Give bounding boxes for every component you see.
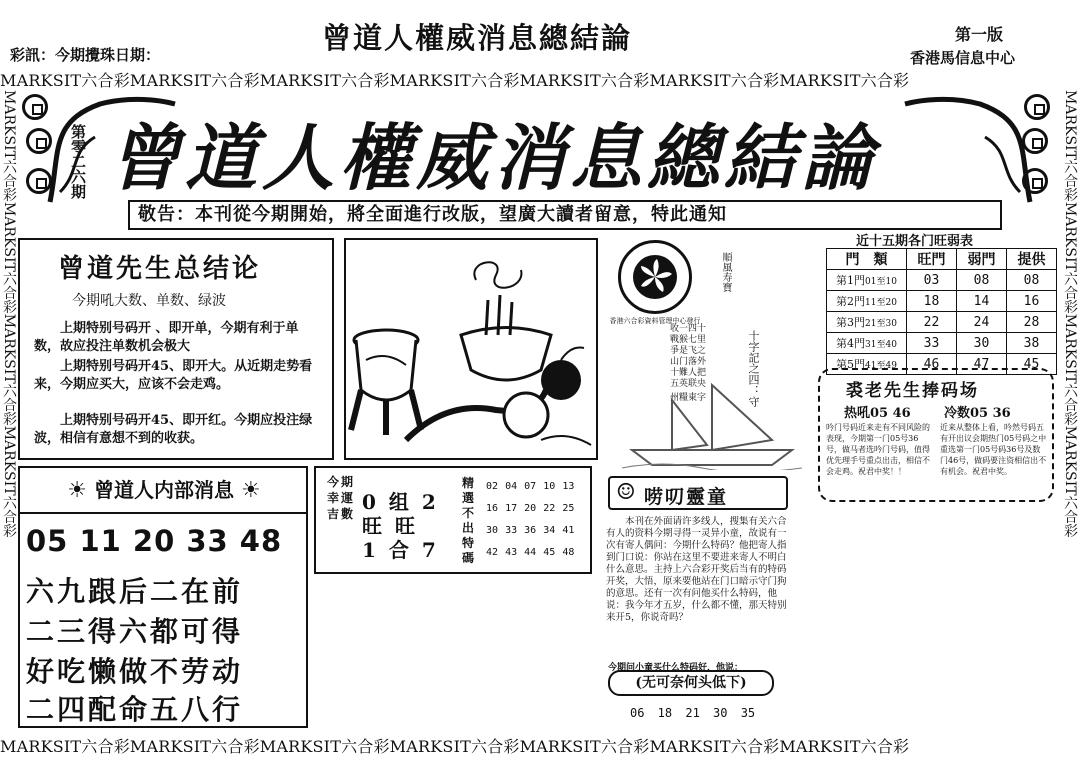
- grid-number: 02: [486, 481, 499, 492]
- cell: 28: [1007, 312, 1057, 333]
- cold-numbers: 冷数05 36: [944, 406, 1011, 421]
- cell: 24: [957, 312, 1007, 333]
- cell: 18: [907, 291, 957, 312]
- riddle-line: 收一四十: [670, 324, 707, 334]
- row-range: 21至30: [865, 319, 897, 329]
- grid-number: 17: [505, 503, 518, 514]
- grid-number: 22: [543, 503, 556, 514]
- grid-number: 36: [524, 525, 537, 536]
- summary-para2: 上期特别号码开45、即开大。从近期走势看来，今期应买大，应该不会走鸡。: [34, 359, 313, 392]
- vertical-strip-left: MARKSIT六合彩MARKSIT六合彩MARKSIT六合彩MARKSIT六合彩: [1, 90, 17, 538]
- cell: 33: [907, 333, 957, 354]
- ling-tong-answer: (无可奈何头低下): [608, 670, 774, 696]
- lucky-box: [314, 466, 592, 574]
- issue-label: 第零二六期: [69, 124, 87, 199]
- grid-number: 30: [486, 525, 499, 536]
- riddle-line: 爭是飞之: [670, 346, 707, 356]
- grid-number: 04: [505, 481, 518, 492]
- grid-number: 42: [486, 547, 499, 558]
- cell: 22: [907, 312, 957, 333]
- edition-label: 第一版: [955, 25, 1004, 44]
- header-cell: 旺門: [907, 249, 957, 270]
- emblem-circle: [618, 240, 692, 314]
- grid-number: 16: [486, 503, 499, 514]
- cell: 14: [957, 291, 1007, 312]
- cell: 03: [907, 270, 957, 291]
- old-man-col1: 吟门号码近来走有不同风险的表现，今期第一门05号36号，做马者选吟门号码，值得优先理手号重点出击，相信不会走鸡。祝君中奖！！: [826, 423, 930, 476]
- grid-number: 13: [562, 481, 575, 492]
- lucky-vertical-label: 精選不出特碼: [461, 476, 474, 565]
- summary-para1: 上期特别号码开 、即开单，今期有利于单数，故应投注单数机会极大: [34, 321, 299, 354]
- ling-tong-title: 唠叨靈童: [644, 486, 729, 508]
- bauhinia-icon: [633, 255, 677, 299]
- inside-numbers: 05 11 20 33 48: [26, 524, 283, 558]
- ling-tong-body: 本刊在外面请许多线人，搜集有关六合有人的资料今期寻得一灵异小童，故说有一次有寄人偶问：今期什么特码？他把寄人指到门口说：你站在这里不要进来寄人不明白什么意思。主持上六合彩开奖后当有的特码开奖，大悟，原来要他站在门口暗示守门狗的意思。还有一次有问他买什么特码，他说：我今年才五岁，什么都不懂，那天特别来开5，你说奇吗？: [606, 516, 787, 623]
- lucky-he: 1 合 7: [362, 538, 439, 562]
- sun-icon: ☀: [67, 477, 88, 503]
- publisher-label: 香港馬信息中心: [910, 49, 1016, 67]
- illustration-box: [344, 238, 598, 460]
- lucky-number-grid: [486, 476, 590, 564]
- cell: 08: [957, 270, 1007, 291]
- grid-number: 10: [543, 481, 556, 492]
- sun-icon: ☀: [240, 477, 261, 503]
- inside-news-box: [18, 466, 308, 728]
- cell: 16: [1007, 291, 1057, 312]
- poem-line: 好吃懒做不劳动: [26, 655, 244, 688]
- header-title: 曾道人權威消息總結論: [322, 21, 633, 55]
- notice-banner: 敬告：本刊從今期開始，將全面進行改版，望廣大讀者留意，特此通知: [128, 200, 1002, 230]
- banner-title: 曾道人權威消息總結論: [108, 118, 879, 198]
- old-man-box: [818, 368, 1054, 502]
- grid-number: 41: [562, 525, 575, 536]
- summary-box: [18, 238, 334, 460]
- row-range: 01至10: [865, 277, 897, 287]
- riddle-last-line: 州糧東字: [670, 393, 707, 403]
- hot-numbers: 热吼05 46: [844, 406, 911, 421]
- summary-title: 曾道先生总结论: [58, 254, 262, 284]
- header-cell: 門 類: [827, 249, 907, 270]
- grid-number: 45: [543, 547, 556, 558]
- poem-line: 六九跟后二在前: [26, 575, 244, 608]
- poem-line: 二三得六都可得: [26, 615, 244, 648]
- lucky-label: 今期幸運吉數: [326, 475, 355, 521]
- vertical-strip-right: MARKSIT六合彩MARKSIT六合彩MARKSIT六合彩MARKSIT六合彩: [1062, 90, 1078, 538]
- grid-number: 25: [562, 503, 575, 514]
- row-label: 第5門: [836, 358, 866, 371]
- incense-burner-illustration: [346, 240, 598, 460]
- row-label: 第1門: [836, 274, 866, 287]
- inside-title: [26, 474, 302, 506]
- cell: 08: [1007, 270, 1057, 291]
- grid-number: 43: [505, 547, 518, 558]
- poem-line: 二四配命五八行: [26, 693, 244, 726]
- lucky-group: 0 组 2: [362, 490, 439, 514]
- table-row: [827, 291, 1057, 312]
- riddle-line: 戰猴七里: [670, 335, 707, 345]
- header-cell: 提供: [1007, 249, 1057, 270]
- emblem-ring-text: 香港六合彩資料管理中心發行: [609, 317, 701, 325]
- table-row: [827, 270, 1057, 291]
- emblem-corner-text: 順風寿寶: [720, 252, 731, 292]
- row-range: 31至40: [865, 340, 897, 350]
- grid-number: 48: [562, 547, 575, 558]
- child-icon: ☺: [616, 480, 636, 505]
- header-left-label: 彩訊：今期攪珠日期：: [10, 46, 161, 64]
- row-label: 第2門: [836, 295, 866, 308]
- grid-number: 07: [524, 481, 537, 492]
- table-row: [827, 312, 1057, 333]
- riddle-line: 山门落外: [670, 357, 707, 367]
- row-range: 41至49: [865, 361, 897, 371]
- ship-illustration: [612, 380, 812, 470]
- cell: 47: [957, 354, 1007, 375]
- cell: 46: [907, 354, 957, 375]
- old-man-title: 裘老先生捧码场: [846, 381, 979, 401]
- table-row: [827, 333, 1057, 354]
- ling-tong-numbers: 06 18 21 30 35: [630, 706, 756, 720]
- marquee-bottom: MARKSIT六合彩MARKSIT六合彩MARKSIT六合彩MARKSIT六合彩MARKSIT六合彩MARKSIT六合彩MARKSIT六合彩: [0, 737, 910, 756]
- strength-table: [826, 248, 1057, 375]
- grid-number: 33: [505, 525, 518, 536]
- lucky-wang: 旺 旺: [362, 514, 418, 538]
- grid-number: 20: [524, 503, 537, 514]
- ling-tong-question: 今期问小童买什么特码好，他说：: [608, 663, 744, 673]
- riddle-line: 五英联央: [670, 379, 707, 389]
- row-label: 第4門: [836, 337, 866, 350]
- grid-number: 34: [543, 525, 556, 536]
- row-label: 第3門: [836, 316, 866, 329]
- riddle-line: 十難人把: [670, 368, 707, 378]
- cell: 30: [957, 333, 1007, 354]
- marquee-top: MARKSIT六合彩MARKSIT六合彩MARKSIT六合彩MARKSIT六合彩MARKSIT六合彩MARKSIT六合彩MARKSIT六合彩: [0, 71, 910, 90]
- summary-subtitle: 今期吼大数、单数、绿波: [72, 293, 226, 309]
- table-title: 近十五期各门旺弱表: [856, 234, 974, 249]
- ling-tong-header: [608, 476, 788, 510]
- grid-number: 44: [524, 547, 537, 558]
- inside-title-text: 曾道人内部消息: [94, 478, 234, 502]
- row-range: 11至20: [865, 298, 897, 308]
- riddle-side: 十字記之四：守: [747, 330, 760, 407]
- cell: 38: [1007, 333, 1057, 354]
- cell: 45: [1007, 354, 1057, 375]
- old-man-col2: 近来从整体上看，吟然号码五有开出议会期热门05号码之中重选第一门05号码36号及数门46号，做码要注资相信出不有机会。祝君中奖。: [940, 423, 1047, 476]
- summary-para3: 上期特别号码开45、即开红。今期应投注绿波，相信有意想不到的收获。: [34, 413, 313, 446]
- header-cell: 弱門: [957, 249, 1007, 270]
